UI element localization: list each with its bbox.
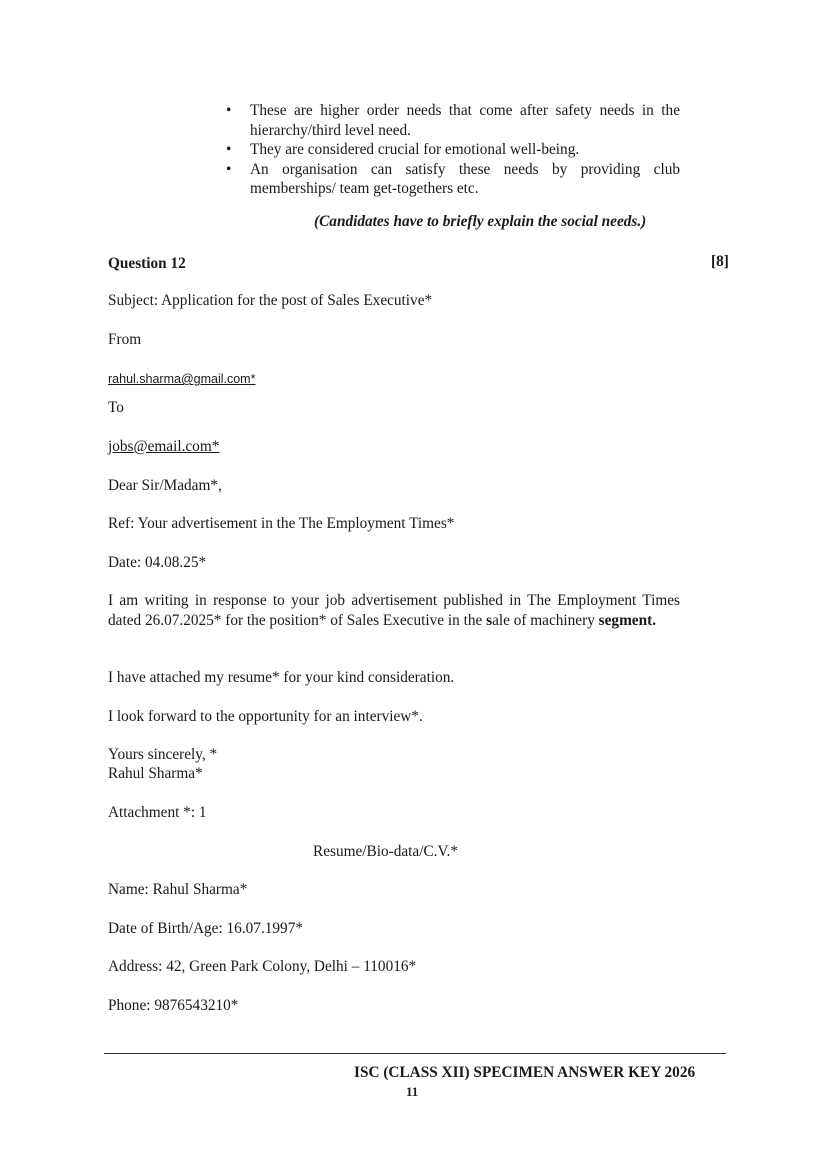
bullet-icon: •	[226, 160, 232, 178]
resume-name: Name: Rahul Sharma*	[108, 881, 248, 898]
letter-date: Date: 04.08.25*	[108, 554, 207, 571]
bullet-list	[226, 101, 680, 199]
question-title: Question 12	[108, 255, 186, 272]
resume-address: Address: 42, Green Park Colony, Delhi – 110016*	[108, 958, 417, 975]
list-item: • An organisation can satisfy these needs by providing club memberships/ team get-togethers etc.	[226, 160, 680, 197]
list-item: • These are higher order needs that come after safety needs in the hierarchy/third level need.	[226, 102, 680, 139]
letter-subject: Subject: Application for the post of Sales Executive*	[108, 292, 433, 309]
from-email: rahul.sharma@gmail.com*	[108, 372, 256, 386]
resume-phone: Phone: 9876543210*	[108, 997, 239, 1014]
letter-body-interview-line: I look forward to the opportunity for an interview*.	[108, 708, 423, 725]
page-number: 11	[406, 1084, 419, 1099]
salutation: Dear Sir/Madam*,	[108, 477, 222, 494]
signature: Rahul Sharma*	[108, 765, 203, 782]
letter-body-attachment-line: I have attached my resume* for your kind consideration.	[108, 669, 455, 686]
reference-line: Ref: Your advertisement in the The Employment Times*	[108, 515, 455, 532]
footer-divider	[104, 1053, 726, 1054]
list-item: • They are considered crucial for emotional well-being.	[226, 141, 580, 158]
bullet-icon: •	[226, 102, 232, 119]
from-label: From	[108, 331, 142, 348]
letter-body-paragraph: I am writing in response to your job advertisement published in The Employment Times dated 26.07.2025* for the position* of Sales Executive in the sale of machinery segment.	[108, 592, 680, 629]
resume-dob: Date of Birth/Age: 16.07.1997*	[108, 920, 304, 937]
closing: Yours sincerely, *	[108, 746, 218, 763]
question-marks: [8]	[711, 253, 729, 270]
footer-title: ISC (CLASS XII) SPECIMEN ANSWER KEY 2026	[354, 1064, 696, 1081]
bullet-icon: •	[226, 141, 232, 158]
attachment-line: Attachment *: 1	[108, 804, 207, 821]
to-email: jobs@email.com*	[108, 438, 220, 455]
resume-title: Resume/Bio-data/C.V.*	[313, 843, 459, 860]
examiner-note: (Candidates have to briefly explain the social needs.)	[314, 213, 647, 230]
to-label: To	[108, 399, 124, 416]
